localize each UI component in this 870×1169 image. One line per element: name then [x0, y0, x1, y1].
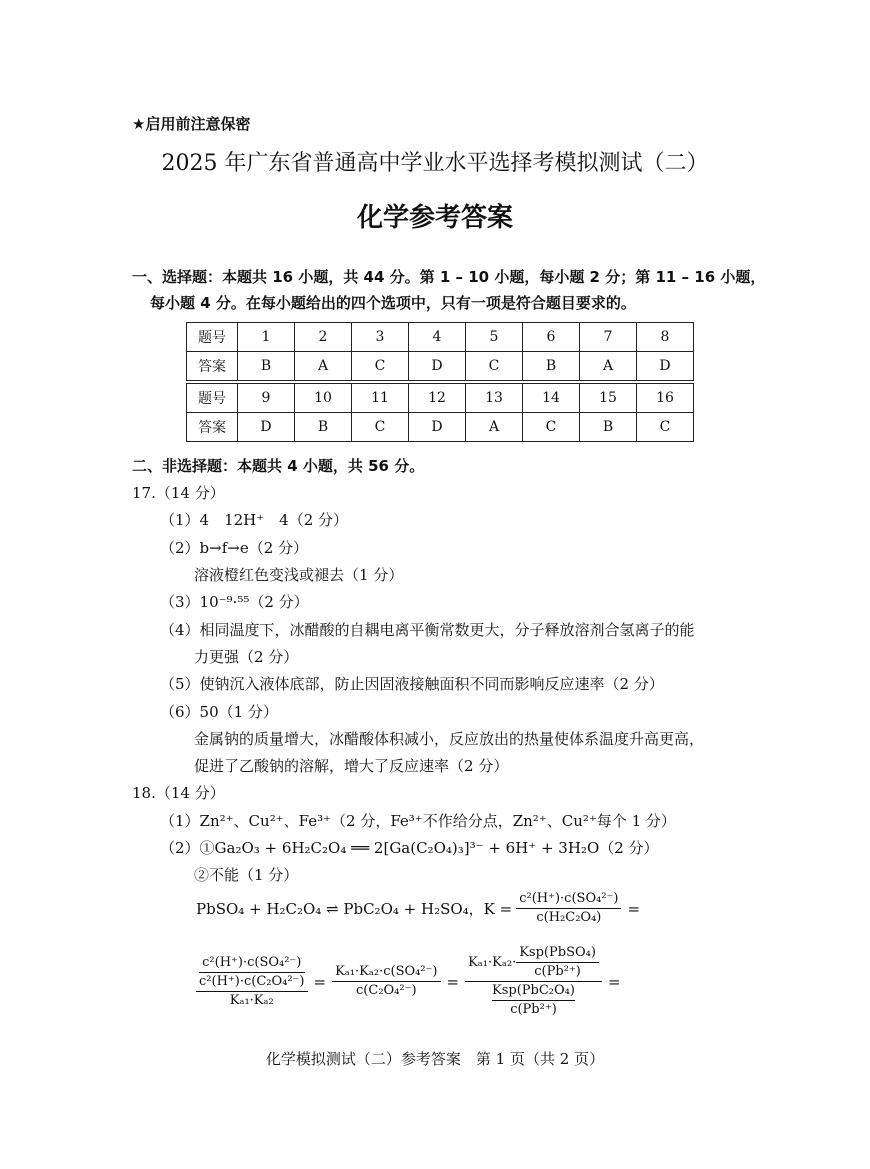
- table-cell: 4: [409, 323, 466, 352]
- q18-answer-1: （1）Zn²⁺、Cu²⁺、Fe³⁺（2 分，Fe³⁺不作给分点，Zn²⁺、Cu²⁺每个 1 分）: [160, 812, 676, 830]
- q18-answer-2b: ②不能（1 分）: [194, 866, 299, 884]
- table-cell: 15: [580, 382, 637, 413]
- ka-product: Kₐ₁·Kₐ₂·: [468, 954, 517, 970]
- q17-answer-1: （1）4 12H⁺ 4（2 分）: [160, 511, 349, 529]
- table-cell: 12: [409, 382, 466, 413]
- fraction-denominator: c(H₂C₂O₄): [536, 910, 602, 925]
- header-cell: 题号: [187, 323, 238, 352]
- compound-fraction-1: [196, 954, 308, 1010]
- section2-heading: 二、非选择题：本题共 4 小题，共 56 分。: [132, 457, 425, 475]
- q17-answer-3: （3）10⁻⁹·⁵⁵（2 分）: [160, 593, 309, 611]
- header-cell: 题号: [187, 382, 238, 413]
- k-expression: [196, 890, 640, 927]
- q17-answer-2b: 溶液橙红色变浅或褪去（1 分）: [194, 566, 404, 584]
- q18-heading: 18.（14 分）: [132, 784, 225, 802]
- fraction-denominator: [489, 982, 578, 1019]
- table-cell: D: [409, 352, 466, 383]
- fraction-denominator: c(C₂O₄²⁻): [356, 983, 417, 998]
- table-cell: C: [352, 413, 409, 442]
- page-footer: 化学模拟测试（二）参考答案 第 1 页（共 2 页）: [265, 1050, 605, 1068]
- table-cell: D: [637, 352, 694, 383]
- equals-sign: =: [627, 899, 641, 918]
- table-cell: C: [637, 413, 694, 442]
- table-cell: B: [580, 413, 637, 442]
- table-cell: B: [295, 413, 352, 442]
- table-row: [187, 382, 694, 413]
- inner-numerator: Ksp(PbC₂O₄): [492, 982, 575, 1001]
- page-title: 2025 年广东省普通高中学业水平选择考模拟测试（二）: [161, 151, 709, 176]
- table-cell: A: [580, 352, 637, 383]
- equilibrium-equation: PbSO₄ + H₂C₂O₄ ⇌ PbC₂O₄ + H₂SO₄，K =: [196, 900, 513, 918]
- ksp-fraction: [516, 944, 599, 981]
- table-cell: 8: [637, 323, 694, 352]
- fraction-numerator: [465, 944, 602, 982]
- q17-answer-5: （5）使钠沉入液体底部，防止因固液接触面积不同而影响反应速率（2 分）: [160, 675, 664, 693]
- table-cell: 16: [637, 382, 694, 413]
- table-cell: B: [523, 352, 580, 383]
- table-cell: D: [238, 413, 295, 442]
- section1-line2: 每小题 4 分。在每小题给出的四个选项中，只有一项是符合题目要求的。: [150, 294, 636, 312]
- fraction-numerator: Ksp(PbSO₄): [516, 944, 599, 963]
- table-cell: 7: [580, 323, 637, 352]
- q17-answer-6: （6）50（1 分）: [160, 703, 278, 721]
- fraction-numerator: [196, 954, 308, 992]
- fraction-denominator: c(Pb²⁺): [534, 964, 581, 979]
- k-fraction: [516, 890, 621, 927]
- table-cell: A: [295, 352, 352, 383]
- table-cell: 2: [295, 323, 352, 352]
- table-cell: B: [238, 352, 295, 383]
- inner-denominator: c²(H⁺)·c(C₂O₄²⁻): [199, 973, 305, 989]
- table-cell: C: [523, 413, 580, 442]
- table-cell: C: [466, 352, 523, 383]
- header-cell: 答案: [187, 352, 238, 383]
- table-cell: D: [409, 413, 466, 442]
- table-cell: A: [466, 413, 523, 442]
- q17-heading: 17.（14 分）: [132, 484, 225, 502]
- equals-sign: =: [446, 972, 460, 991]
- table-cell: 5: [466, 323, 523, 352]
- inner-numerator: c²(H⁺)·c(SO₄²⁻): [202, 954, 302, 970]
- compound-fraction-3: [465, 944, 602, 1019]
- fraction-numerator: c²(H⁺)·c(SO₄²⁻): [516, 890, 621, 909]
- subject-title: 化学参考答案: [356, 203, 513, 233]
- fraction-2: [332, 963, 440, 1000]
- table-cell: 1: [238, 323, 295, 352]
- q18-answer-2: （2）①Ga₂O₃ + 6H₂C₂O₄ ══ 2[Ga(C₂O₄)₃]³⁻ + 6H⁺ + 3H₂O（2 分）: [160, 839, 659, 857]
- table-row: [187, 352, 694, 383]
- table-cell: 10: [295, 382, 352, 413]
- table-cell: 9: [238, 382, 295, 413]
- equals-sign: =: [313, 972, 327, 991]
- header-cell: 答案: [187, 413, 238, 442]
- table-cell: 13: [466, 382, 523, 413]
- q17-answer-4: （4）相同温度下，冰醋酸的自耦电离平衡常数更大，分子释放溶剂合氢离子的能: [160, 621, 695, 639]
- table-cell: 3: [352, 323, 409, 352]
- q17-answer-6c: 促进了乙酸钠的溶解，增大了反应速率（2 分）: [194, 757, 509, 775]
- q17-answer-4b: 力更强（2 分）: [194, 648, 299, 666]
- table-row: [187, 413, 694, 442]
- table-cell: 11: [352, 382, 409, 413]
- k-derivation: [196, 944, 621, 1019]
- section1-line1: 一、选择题：本题共 16 小题，共 44 分。第 1 – 10 小题，每小题 2 分；第 11 – 16 小题，: [132, 268, 766, 286]
- table-cell: 14: [523, 382, 580, 413]
- fraction-numerator: Kₐ₁·Kₐ₂·c(SO₄²⁻): [332, 963, 440, 982]
- q17-answer-6b: 金属钠的质量增大，冰醋酸体积减小，反应放出的热量使体系温度升高更高，: [194, 730, 705, 748]
- answer-table: [186, 322, 694, 442]
- q17-answer-2: （2）b→f→e（2 分）: [160, 539, 309, 557]
- inner-denominator: c(Pb²⁺): [510, 1002, 557, 1017]
- table-cell: C: [352, 352, 409, 383]
- fraction-denominator: Kₐ₁·Kₐ₂: [229, 992, 274, 1008]
- table-row: [187, 323, 694, 352]
- confidential-mark: ★启用前注意保密: [132, 115, 251, 133]
- equals-sign: =: [607, 972, 621, 991]
- table-cell: 6: [523, 323, 580, 352]
